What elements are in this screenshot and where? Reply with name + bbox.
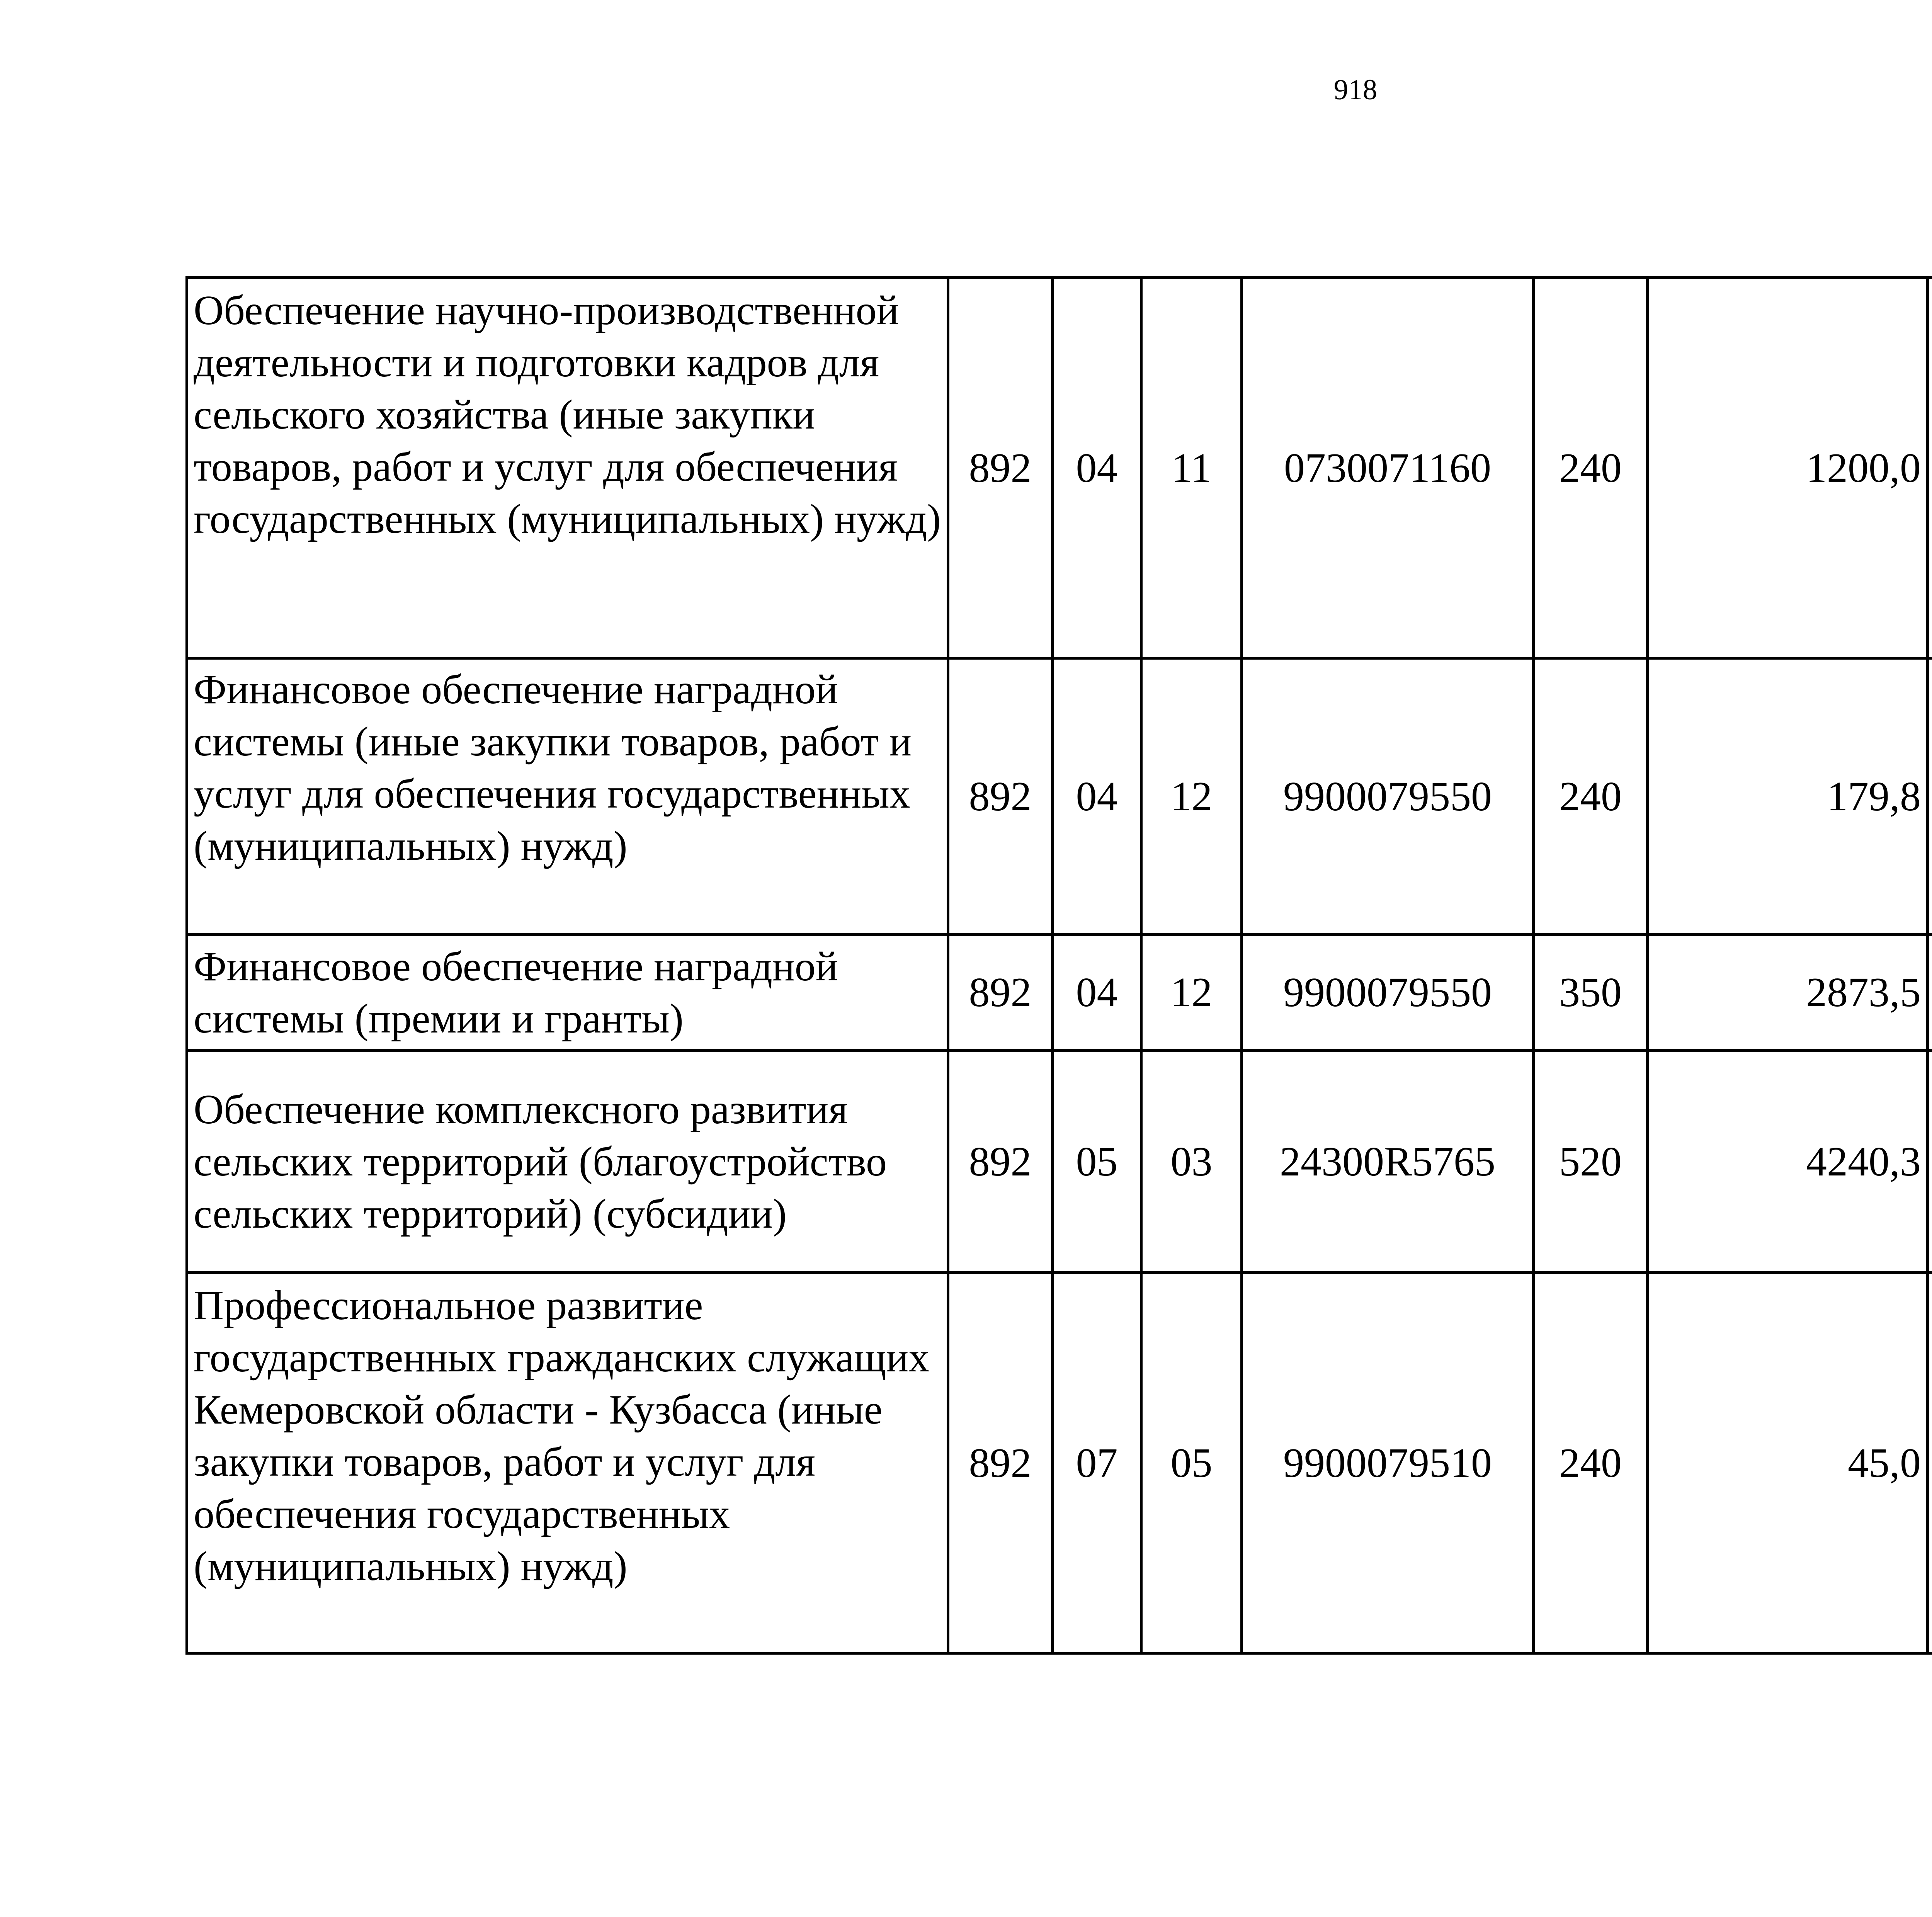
- target-article-cell: 9900079550: [1242, 658, 1534, 935]
- table-row: [187, 1051, 1932, 1273]
- sum-year-2-cell: [1928, 278, 1932, 658]
- expense-name-cell: Финансовое обеспечение наградной системы (премии и гранты): [187, 935, 948, 1051]
- section-code-cell: 07: [1053, 1273, 1141, 1653]
- ministry-code-cell: 892: [948, 658, 1053, 935]
- expense-name-cell: Обеспечение научно-производственной деятельности и подготовки кадров для сельского хозяйства (иные закупки товаров, работ и услуг для обеспечения государственных (муниципальных) нужд): [187, 278, 948, 658]
- expense-type-cell: 240: [1534, 1273, 1648, 1653]
- page-number: 918: [1333, 74, 1378, 106]
- sum-year-1-cell: 4240,3: [1648, 1051, 1928, 1273]
- target-article-cell: 24300R5765: [1242, 1051, 1534, 1273]
- expense-type-cell: 520: [1534, 1051, 1648, 1273]
- subsection-code-cell: 11: [1141, 278, 1242, 658]
- expense-type-cell: 240: [1534, 278, 1648, 658]
- table-row: [187, 658, 1932, 935]
- sum-year-2-cell: [1928, 1273, 1932, 1653]
- expense-name-cell: Профессиональное развитие государственных гражданских служащих Кемеровской области - Кузбасса (иные закупки товаров, работ и услуг для обеспечения государственных (муниципальных) нужд): [187, 1273, 948, 1653]
- table-row: [187, 278, 1932, 658]
- sum-year-1-cell: 179,8: [1648, 658, 1928, 935]
- sum-year-1-cell: 1200,0: [1648, 278, 1928, 658]
- sum-year-2-cell: [1928, 658, 1932, 935]
- ministry-code-cell: 892: [948, 278, 1053, 658]
- sum-year-1-cell: 2873,5: [1648, 935, 1928, 1051]
- target-article-cell: 9900079510: [1242, 1273, 1534, 1653]
- sum-year-2-cell: [1928, 935, 1932, 1051]
- table-row: [187, 935, 1932, 1051]
- subsection-code-cell: 03: [1141, 1051, 1242, 1273]
- ministry-code-cell: 892: [948, 1051, 1053, 1273]
- subsection-code-cell: 12: [1141, 658, 1242, 935]
- section-code-cell: 04: [1053, 278, 1141, 658]
- ministry-code-cell: 892: [948, 935, 1053, 1051]
- section-code-cell: 05: [1053, 1051, 1141, 1273]
- ministry-code-cell: 892: [948, 1273, 1053, 1653]
- expense-name-cell: Обеспечение комплексного развития сельских территорий (благоустройство сельских территорий) (субсидии): [187, 1051, 948, 1273]
- target-article-cell: 0730071160: [1242, 278, 1534, 658]
- section-code-cell: 04: [1053, 658, 1141, 935]
- expense-name-cell: Финансовое обеспечение наградной системы (иные закупки товаров, работ и услуг для обеспечения государственных (муниципальных) нужд): [187, 658, 948, 935]
- expense-type-cell: 350: [1534, 935, 1648, 1051]
- sum-year-2-cell: [1928, 1051, 1932, 1273]
- subsection-code-cell: 05: [1141, 1273, 1242, 1653]
- section-code-cell: 04: [1053, 935, 1141, 1051]
- budget-table: [185, 276, 1932, 1655]
- table-row: [187, 1273, 1932, 1653]
- expense-type-cell: 240: [1534, 658, 1648, 935]
- target-article-cell: 9900079550: [1242, 935, 1534, 1051]
- sum-year-1-cell: 45,0: [1648, 1273, 1928, 1653]
- subsection-code-cell: 12: [1141, 935, 1242, 1051]
